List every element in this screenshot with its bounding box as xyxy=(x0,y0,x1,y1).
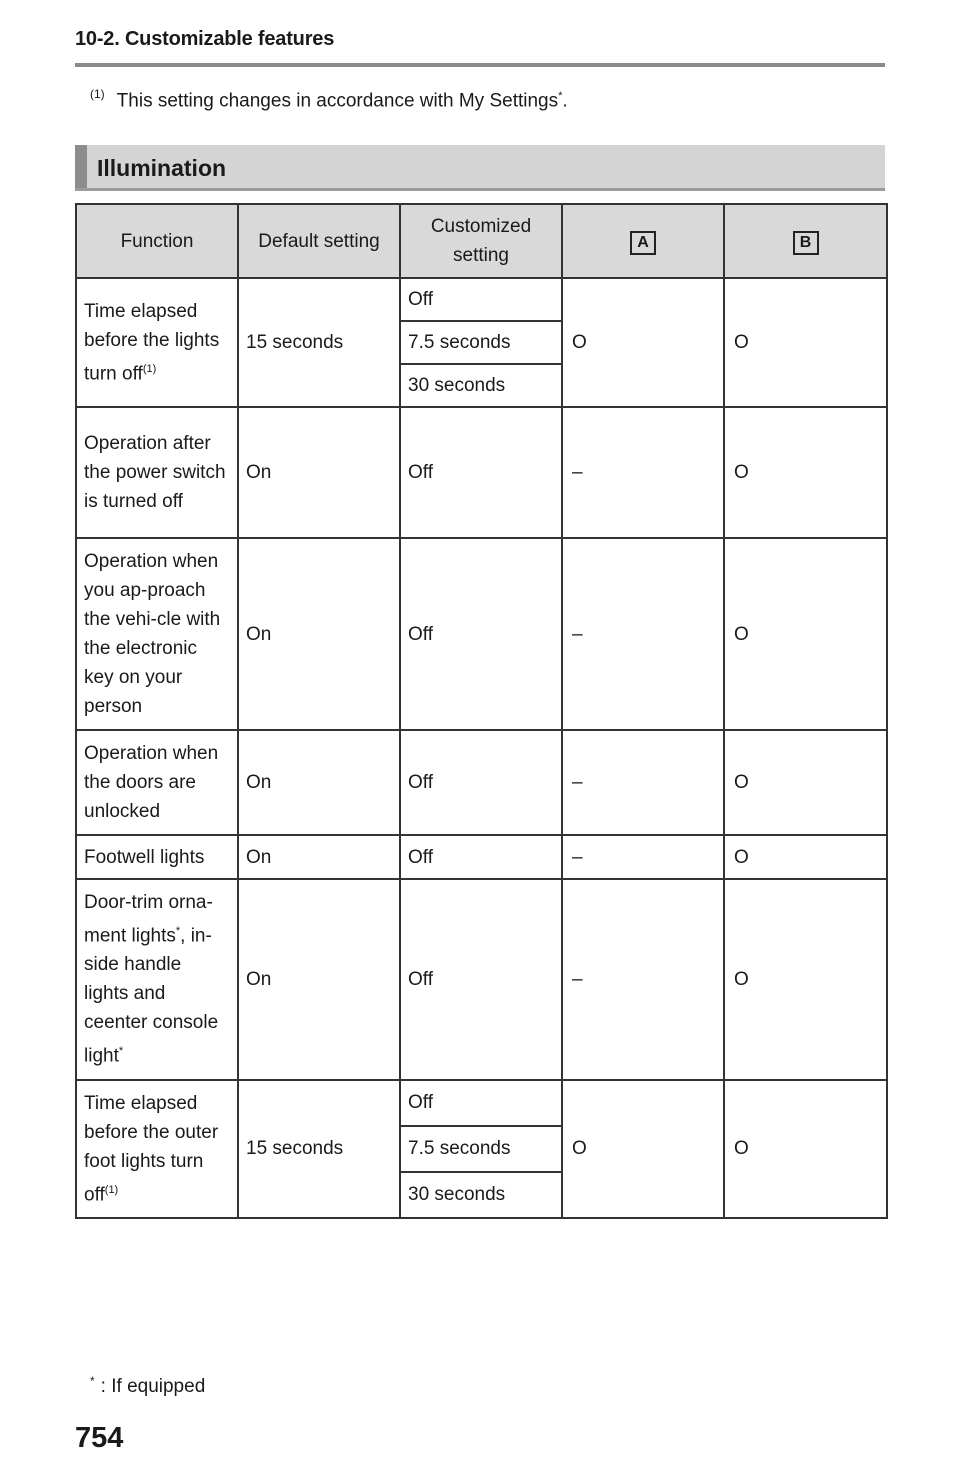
cell-default: On xyxy=(238,835,400,879)
cell-customized: Off xyxy=(400,407,562,538)
label-b-box: B xyxy=(793,231,819,255)
footnote-marker: * xyxy=(90,1374,95,1388)
header-rule xyxy=(75,63,885,67)
function-text: Door-trim orna-ment lights xyxy=(84,892,213,947)
cell-b: O xyxy=(724,879,887,1080)
cell-b: O xyxy=(724,278,887,407)
function-sup: (1) xyxy=(142,362,157,375)
cell-default: 15 seconds xyxy=(238,278,400,407)
table-header-row xyxy=(76,204,887,278)
function-sup: (1) xyxy=(104,1183,119,1196)
section-accent xyxy=(75,145,87,188)
section-title: Illumination xyxy=(97,155,227,181)
header-customized: Customized setting xyxy=(400,204,562,278)
table-row xyxy=(76,1080,887,1126)
cell-customized: Off xyxy=(400,1080,562,1126)
cell-a: O xyxy=(562,278,724,407)
cell-function: Operation when the doors are unlocked xyxy=(76,730,238,835)
cell-b: O xyxy=(724,538,887,730)
table-row xyxy=(76,879,887,1080)
table-row xyxy=(76,730,887,835)
table-row xyxy=(76,278,887,321)
cell-function xyxy=(76,1080,238,1218)
note-text: This setting changes in accordance with My Settings xyxy=(116,90,559,112)
cell-function: Operation after the power switch is turned off xyxy=(76,407,238,538)
cell-a: – xyxy=(562,835,724,879)
section-header: 10-2. Customizable features xyxy=(75,28,335,50)
cell-b: O xyxy=(724,407,887,538)
cell-default: On xyxy=(238,407,400,538)
cell-function xyxy=(76,879,238,1080)
cell-default: On xyxy=(238,538,400,730)
cell-customized: Off xyxy=(400,879,562,1080)
cell-customized: Off xyxy=(400,730,562,835)
cell-default: 15 seconds xyxy=(238,1080,400,1218)
cell-a: – xyxy=(562,730,724,835)
cell-a: – xyxy=(562,538,724,730)
label-a-box: A xyxy=(630,231,656,255)
cell-customized: Off xyxy=(400,835,562,879)
table-row xyxy=(76,407,887,538)
section-bar xyxy=(75,145,885,191)
cell-customized: Off xyxy=(400,278,562,321)
function-text: Time elapsed before the lights turn off xyxy=(84,300,220,385)
cell-default: On xyxy=(238,730,400,835)
header-col-a xyxy=(562,204,724,278)
cell-function: Operation when you ap-proach the vehi-cle with the electronic key on your person xyxy=(76,538,238,730)
page-number: 754 xyxy=(75,1422,124,1454)
header-col-b xyxy=(724,204,887,278)
cell-b: O xyxy=(724,835,887,879)
cell-a: O xyxy=(562,1080,724,1218)
cell-function: Footwell lights xyxy=(76,835,238,879)
cell-b: O xyxy=(724,1080,887,1218)
cell-customized: 30 seconds xyxy=(400,364,562,407)
cell-function xyxy=(76,278,238,407)
function-sup: * xyxy=(118,1045,124,1058)
illumination-table xyxy=(75,203,888,1219)
note-end: . xyxy=(562,90,568,112)
table-row xyxy=(76,538,887,730)
cell-default: On xyxy=(238,879,400,1080)
cell-customized: 7.5 seconds xyxy=(400,321,562,364)
cell-customized: 7.5 seconds xyxy=(400,1126,562,1172)
footnote xyxy=(90,1376,205,1398)
note-marker: (1) xyxy=(90,87,105,102)
note-asterisk: * xyxy=(558,90,563,102)
cell-customized: Off xyxy=(400,538,562,730)
footnote-text: : If equipped xyxy=(100,1376,206,1397)
cell-customized: 30 seconds xyxy=(400,1172,562,1218)
header-default: Default setting xyxy=(238,204,400,278)
function-sup: * xyxy=(175,925,181,937)
function-text: Time elapsed before the outer foot lights turn off xyxy=(84,1092,219,1205)
cell-a: – xyxy=(562,879,724,1080)
table-row xyxy=(76,835,887,879)
cell-a: – xyxy=(562,407,724,538)
header-function: Function xyxy=(76,204,238,278)
function-text: , in-side handle lights and ceenter console light xyxy=(84,925,219,1067)
cell-b: O xyxy=(724,730,887,835)
settings-note xyxy=(90,87,568,112)
